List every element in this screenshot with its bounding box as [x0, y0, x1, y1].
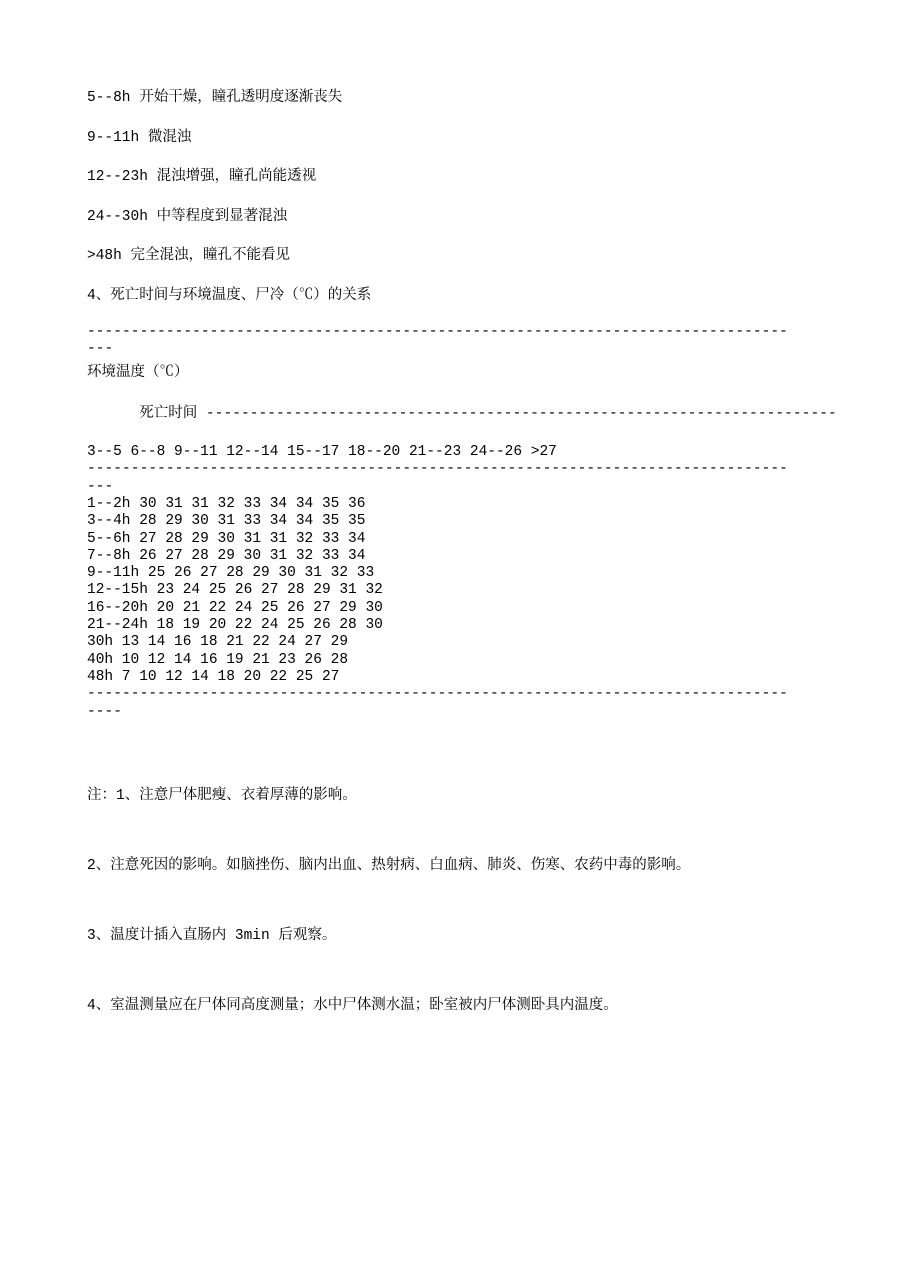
table-row: 1--2h 30 31 31 32 33 34 34 35 36	[87, 495, 366, 512]
death-time-dashes: ------------------------------------------------------------------------	[205, 406, 837, 423]
table-separator-bottom-tail: ----	[87, 703, 123, 720]
table-row: 30h 13 14 16 18 21 22 24 27 29	[87, 634, 349, 651]
table-row: 3--4h 28 29 30 31 33 34 34 35 35	[87, 513, 366, 530]
paragraph-cornea-24-30h: 24--30h 中等程度到显著混浊	[87, 208, 288, 225]
death-time-label: 死亡时间	[139, 406, 198, 423]
table-row: 48h 7 10 12 14 18 20 22 25 27	[87, 668, 340, 685]
paragraph-cornea-12-23h: 12--23h 混浊增强，瞳孔尚能透视	[87, 169, 317, 185]
table-separator-top: --------------------------------------------------------------------------------	[87, 323, 788, 340]
table-row: 16--20h 20 21 22 24 25 26 27 29 30	[87, 599, 383, 616]
table-row: 5--6h 27 28 29 30 31 31 32 33 34	[87, 530, 366, 547]
paragraph-cornea-9-11h: 9--11h 微混浊	[87, 129, 192, 146]
table-row: 7--8h 26 27 28 29 30 31 32 33 34	[87, 547, 366, 564]
table-row: 40h 10 12 14 16 19 21 23 26 28	[87, 651, 349, 668]
note-item: 2、注意死因的影响。如脑挫伤、脑内出血、热射病、白血病、肺炎、伤寒、农药中毒的影响。	[87, 858, 691, 875]
paragraph-cornea-5-8h: 5--8h 开始干燥，瞳孔透明度逐渐丧失	[87, 90, 343, 106]
table-separator-bottom: --------------------------------------------------------------------------------	[87, 686, 788, 703]
note-item: 3、温度计插入直肠内 3min 后观察。	[87, 928, 337, 945]
table-row: 12--15h 23 24 25 26 27 28 29 31 32	[87, 582, 383, 599]
section-heading-4: 4、死亡时间与环境温度、尸冷（℃）的关系	[87, 287, 372, 304]
temperature-table	[87, 323, 837, 721]
table-row: 21--24h 18 19 20 22 24 25 26 28 30	[87, 617, 383, 634]
table-body	[87, 496, 827, 686]
paragraph-cornea-48h: >48h 完全混浊，瞳孔不能看见	[87, 248, 291, 264]
document-body	[87, 88, 837, 1065]
env-temp-label: 环境温度（℃）	[87, 365, 189, 382]
notes-section	[87, 739, 827, 1065]
table-separator-top-tail: ---	[87, 340, 114, 357]
table-separator-mid-tail: ---	[87, 478, 114, 495]
note-item: 4、室温测量应在尸体同高度测量；水中尸体测水温；卧室被内尸体测卧具内温度。	[87, 998, 618, 1015]
table-header-row: 3--5 6--8 9--11 12--14 15--17 18--20 21--23 24--26 >27	[87, 444, 557, 461]
note-item: 注：1、注意尸体肥瘦、衣着厚薄的影响。	[87, 788, 357, 805]
table-separator-mid: --------------------------------------------------------------------------------	[87, 461, 788, 478]
death-time-header	[87, 384, 837, 444]
table-row: 9--11h 25 26 27 28 29 30 31 32 33	[87, 565, 375, 582]
